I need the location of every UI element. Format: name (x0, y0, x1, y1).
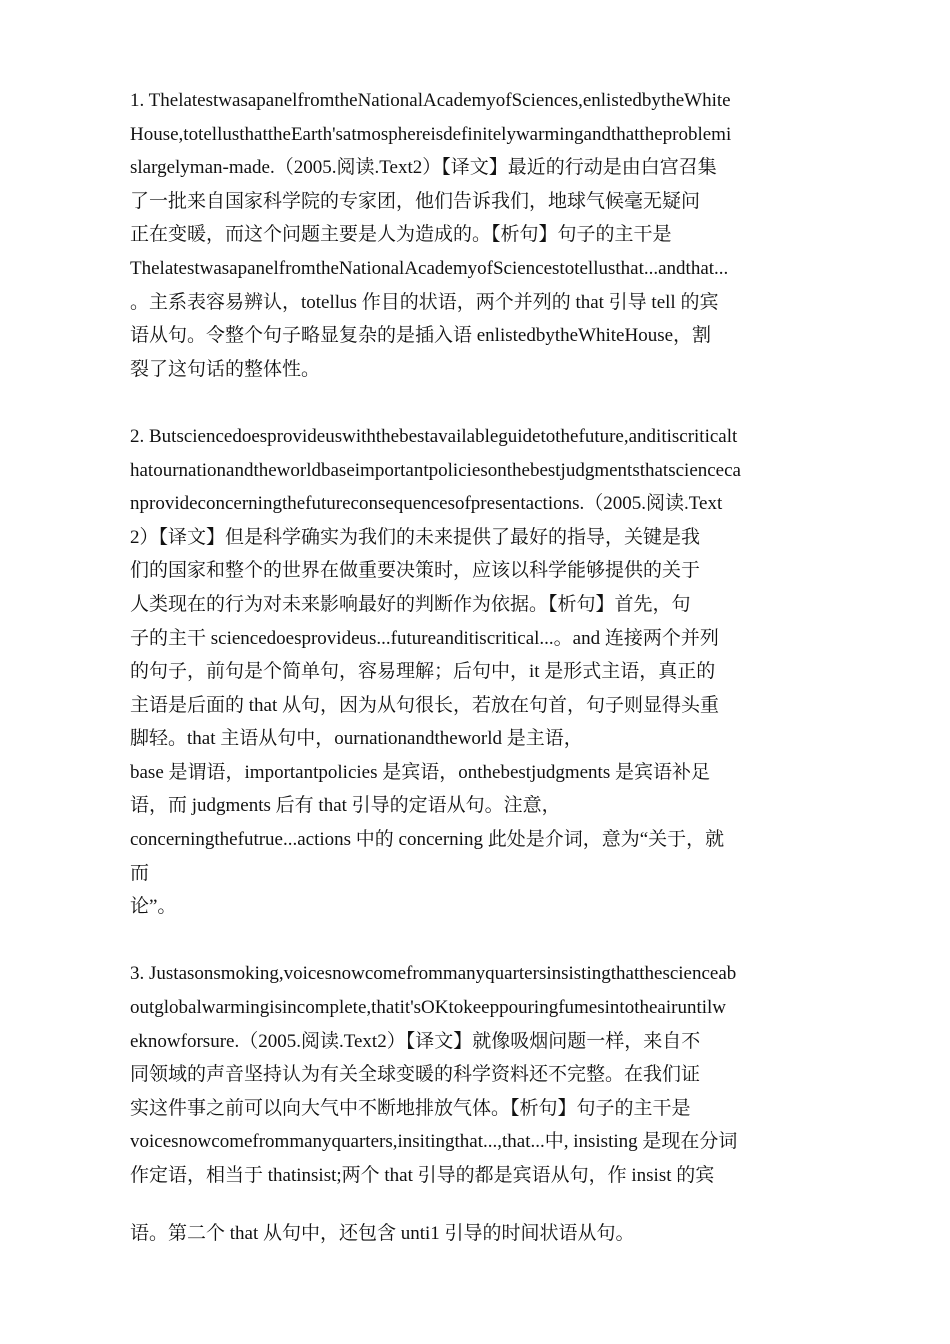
paragraph-2: 2. Butsciencedoesprovideuswiththebestavailableguidetothefuture,anditiscriticalt hatournationandtheworldbaseimportantpoliciesonthebestjudgmentsthatscienceca nprovideconcerningthefutureconsequencesofpresentactions.（2005.阅读.Text 2）【译文】但是科学确实为我们的未来提供了最好的指导，关键是我 们的国家和整个的世界在做重要决策时，应该以科学能够提供的关于 人类现在的行为对未来影响最好的判断作为依据。【析句】首先，句 子的主干 sciencedoesprovideus...futureanditiscritical...。and 连接两个并列 的句子，前句是个简单句，容易理解；后句中，it 是形式主语，真正的 主语是后面的 that 从句，因为从句很长，若放在句首，句子则显得头重 脚轻。that 主语从句中，ournationandtheworld 是主语， base 是谓语，importantpolicies 是宾语，onthebestjudgments 是宾语补足 语，而 judgments 后有 that 引导的定语从句。注意， concerningthefutrue...actions 中的 concerning 此处是介词，意为“关于，就 而 论”。 (130, 425, 741, 918)
paragraph-spacer (130, 1193, 820, 1217)
paragraph-1: 1. ThelatestwasapanelfromtheNationalAcademyofSciences,enlistedbytheWhite House,totellusthattheEarth'satmosphereisdefinitelywarmingandthattheproblemi slargelyman-made.（2005.阅读.Text2）【译文】最近的行动是由白宫召集 了一批来自国家科学院的专家团，他们告诉我们，地球气候毫无疑问 正在变暖，而这个问题主要是人为造成的。【析句】句子的主干是 ThelatestwasapanelfromtheNationalAcademyofSciencestotellusthat...andthat... 。主系表容易辨认，totellus 作目的状语，两个并列的 that 引导 tell 的宾 语从句。令整个句子略显复杂的是插入语 enlistedbytheWhiteHouse，割 裂了这句话的整体性。 (130, 90, 732, 380)
paragraph-spacer (130, 924, 820, 958)
paragraph-spacer (130, 386, 820, 420)
document-page (130, 84, 820, 1250)
paragraph-3-continuation: 语。第二个 that 从句中，还包含 unti1 引导的时间状语从句。 (130, 1222, 635, 1244)
paragraph-3: 3. Justasonsmoking,voicesnowcomefrommanyquartersinsistingthatthescienceab outglobalwarmingisincomplete,thatit'sOKtokeeppouringfumesintotheairuntilw eknowforsure.（2005.阅读.Text2）【译文】就像吸烟问题一样，来自不 同领域的声音坚持认为有关全球变暖的科学资料还不完整。在我们证 实这件事之前可以向大气中不断地排放气体。【析句】句子的主干是 voicesnowcomefrommanyquarters,insitingthat...,that...中, insisting 是现在分词 作定语，相当于 thatinsist;两个 that 引导的都是宾语从句，作 insist 的宾 (130, 963, 738, 1186)
